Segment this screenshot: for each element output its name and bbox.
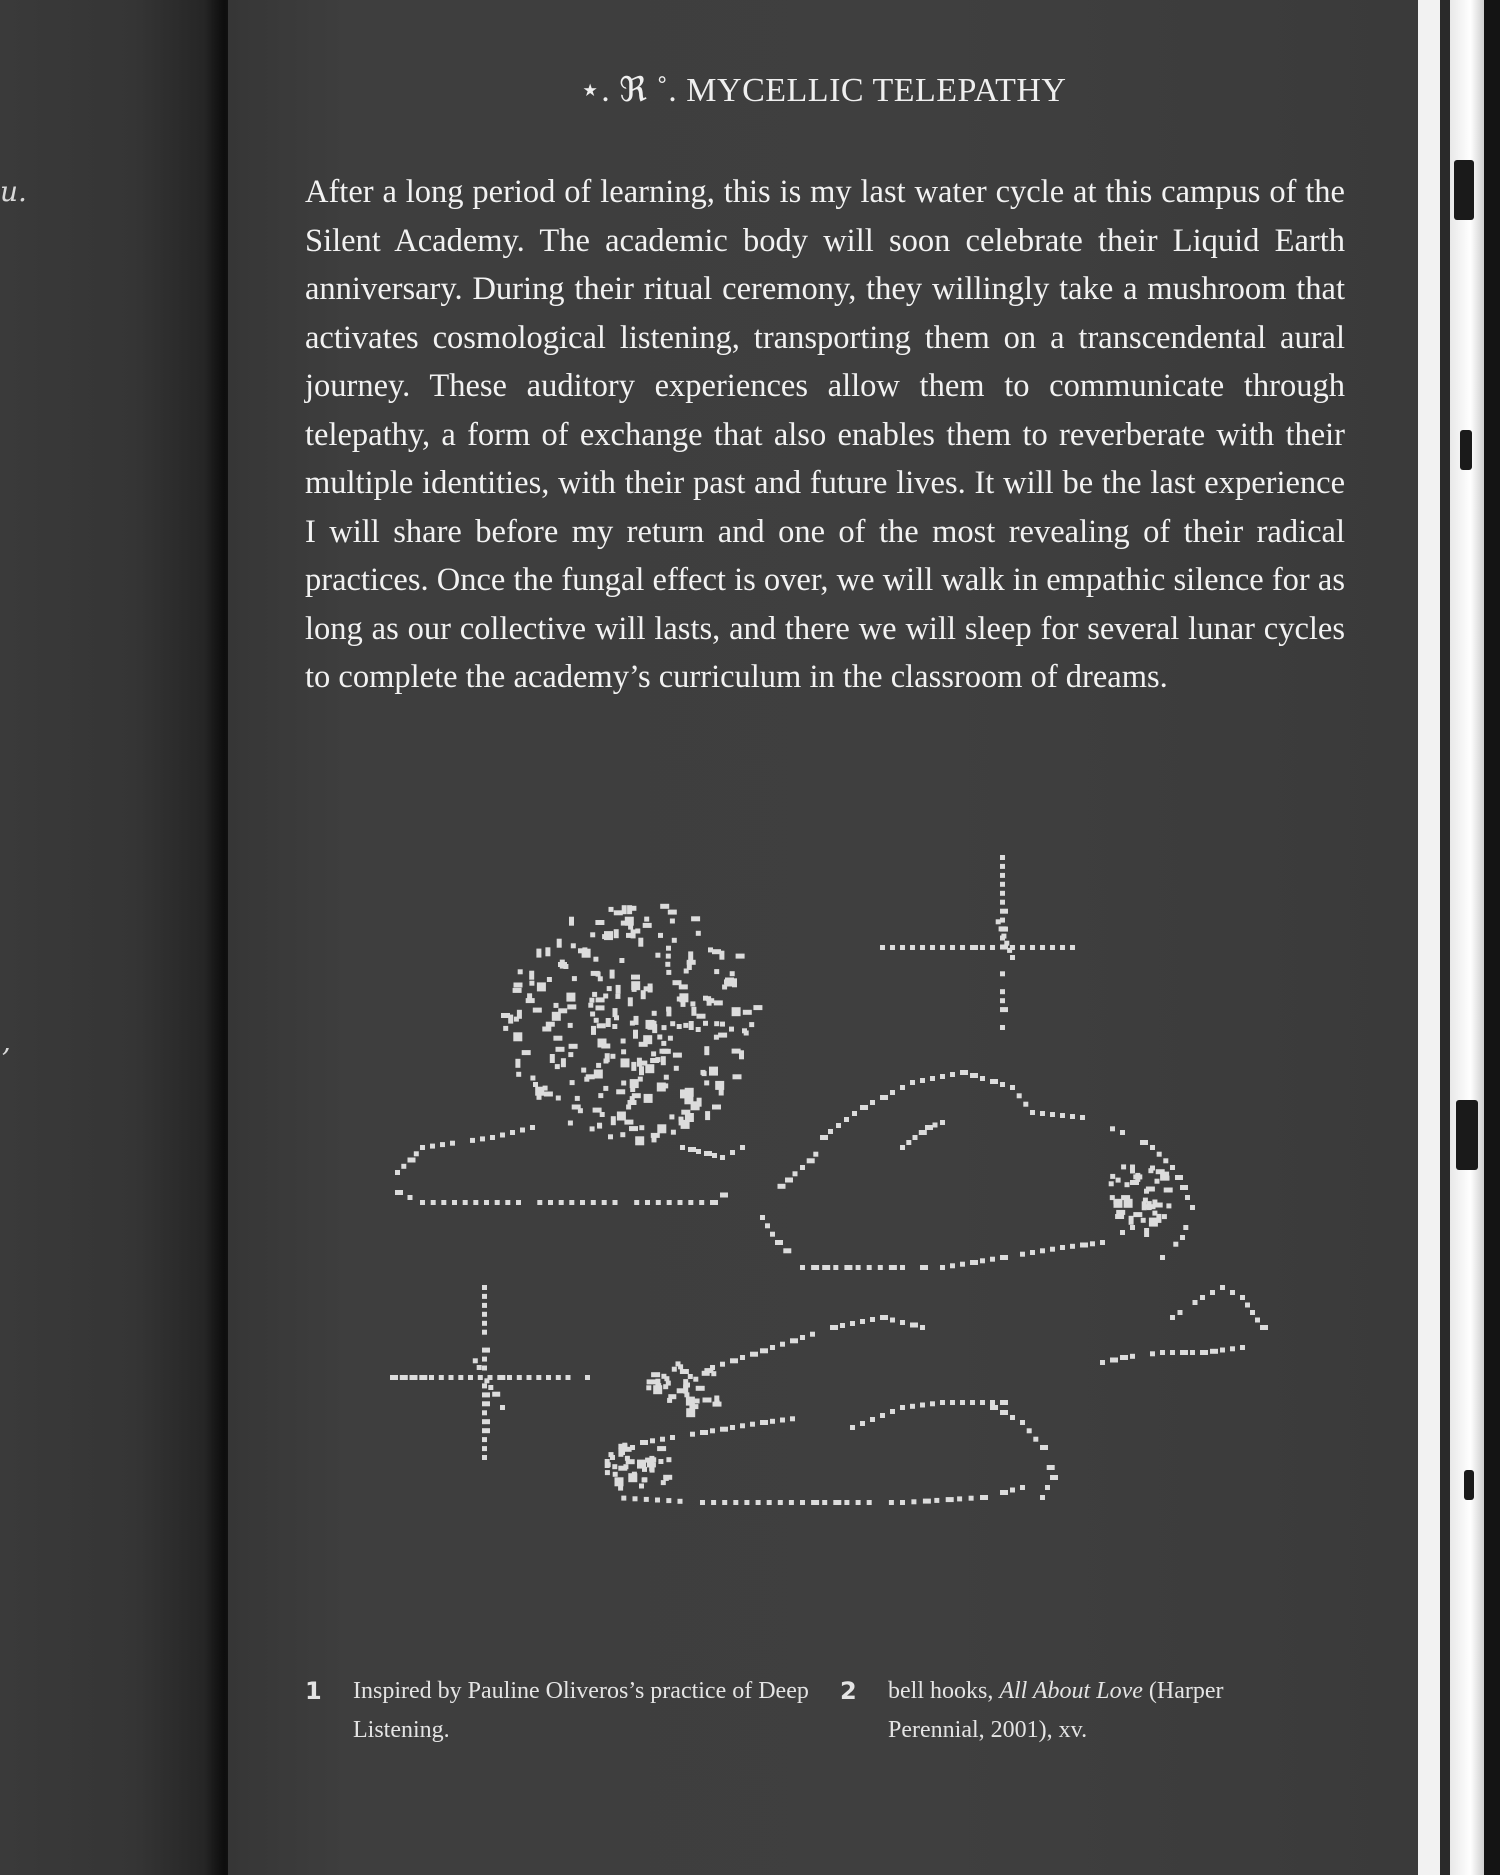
- left-page-fragment: u.: [0, 175, 27, 208]
- left-page: [0, 0, 225, 1875]
- footnote-details: (Harper Perennial, 2001), xv.: [888, 1678, 1224, 1743]
- footnote-author: bell hooks,: [888, 1678, 1000, 1704]
- footnote-1: [305, 1672, 810, 1750]
- page-edge: [1484, 0, 1500, 1875]
- footnote-citation: [840, 1672, 1260, 1750]
- body-paragraph: After a long period of learning, this is my last water cycle at this campus of the Silent Academy. The academic body will soon celebrate their Liquid Earth anniversary. During their ritual ceremony, they willingly take a mushroom that activates cosmological listening, transporting them on a transcendental aural journey. These auditory experiences allow them to communicate through telepathy, a form of exchange that also enables them to reverberate with their multiple identities, with their past and future lives. It will be the last experience I will share before my return and one of the most revealing of their radical practices. Once the fungal effect is over, we will walk in empathic silence for as long as our collective will lasts, and there we will sleep for several lunar cycles to complete the academy’s curriculum in the classroom of dreams.: [305, 174, 1345, 695]
- ascii-illustration: [380, 845, 1280, 1525]
- page-edge: [1450, 0, 1484, 1875]
- footnotes: [305, 1672, 1305, 1762]
- left-page-fragment: ,: [2, 1025, 11, 1058]
- footnote-number: 2: [840, 1677, 857, 1705]
- footnote-book-title: All About Love: [999, 1678, 1143, 1704]
- chapter-title: ⋆. ℜ ˚. MYCELLIC TELEPATHY: [579, 72, 1067, 109]
- footnote-2: [840, 1672, 1260, 1750]
- page-edge: [1440, 0, 1450, 1875]
- page-edge: [1418, 0, 1440, 1875]
- footnote-text: Inspired by Pauline Oliveros’s practice of Deep Listening.: [353, 1678, 809, 1743]
- footnote-number: 1: [305, 1677, 322, 1705]
